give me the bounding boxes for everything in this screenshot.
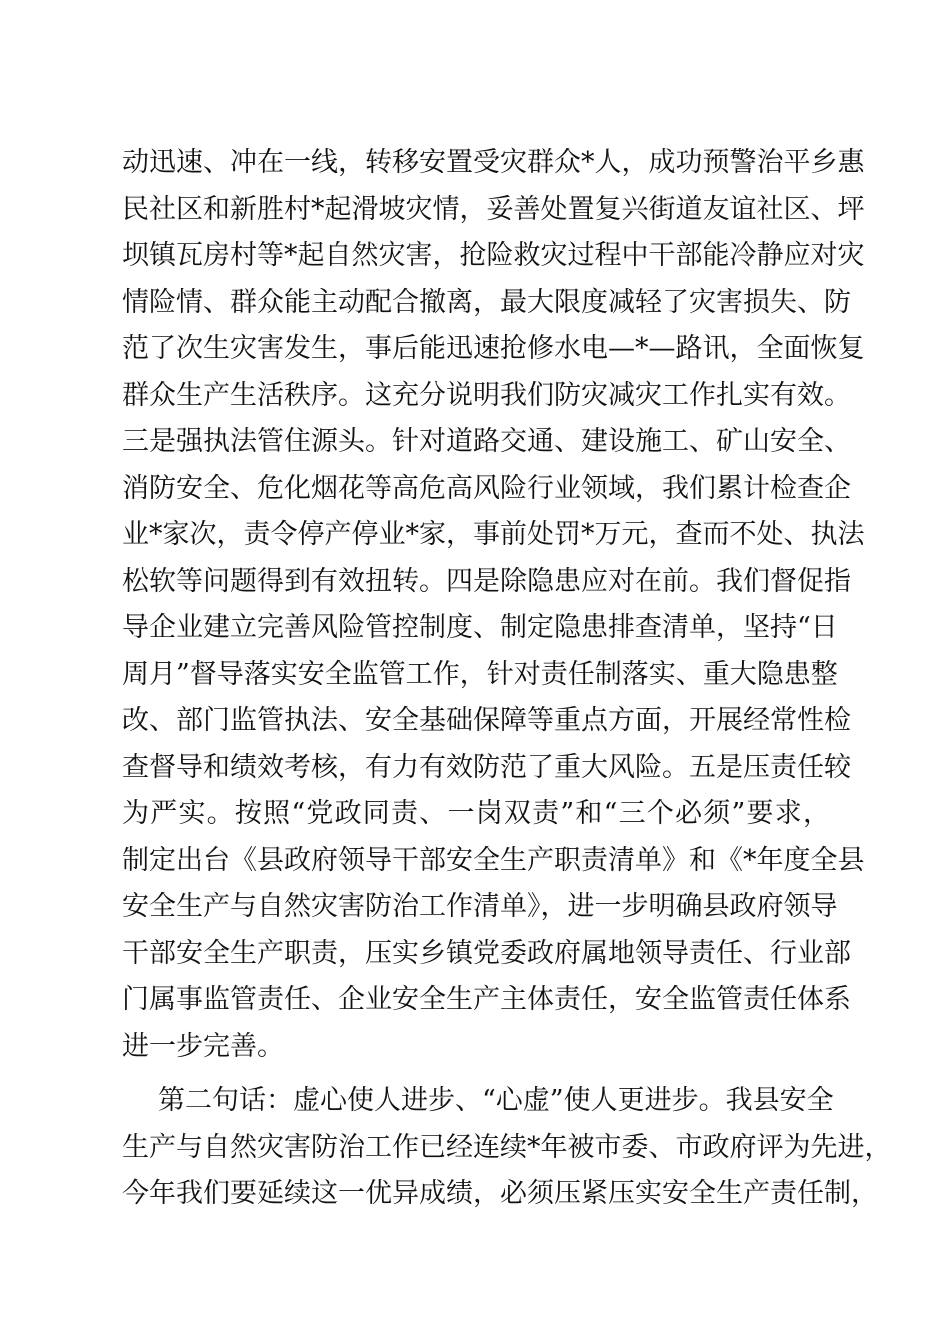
paragraph-1: [122, 140, 865, 1070]
text-line: 范了次生灾害发生，事后能迅速抢修水电—*—路讯，全面恢复: [122, 333, 865, 364]
text-line: 第二句话：虚心使人进步、“心虚”使人更进步。我县安全: [158, 1085, 834, 1116]
text-line: 今年我们要延续这一优异成绩，必须压紧压实安全生产责任制，: [122, 1178, 878, 1209]
text-line: 查督导和绩效考核，有力有效防范了重大风险。五是压责任较: [122, 751, 851, 783]
text-line: 周月”督导落实安全监管工作，针对责任制落实、重大隐患整: [122, 658, 838, 690]
text-line: 制定出台《县政府领导干部安全生产职责清单》和《*年度全县: [122, 844, 865, 876]
text-line: 业*家次，责令停产停业*家，事前处罚*万元，查而不处、执法: [122, 519, 865, 550]
text-line: 门属事监管责任、企业安全生产主体责任，安全监管责任体系: [122, 984, 851, 1015]
text-line: 三是强执法管住源头。针对道路交通、建设施工、矿山安全、: [122, 426, 851, 457]
paragraph-2: [122, 1078, 892, 1218]
text-line: 安全生产与自然灾害防治工作清单》，进一步明确县政府领导: [122, 891, 838, 922]
paragraph-spacing: [122, 1070, 830, 1078]
text-line: 干部安全生产职责，压实乡镇党委政府属地领导责任、行业部: [122, 937, 851, 969]
document-page: [122, 140, 892, 1218]
text-line: 群众生产生活秩序。这充分说明我们防灾减灾工作扎实有效。: [122, 379, 851, 411]
text-line: 消防安全、危化烟花等高危高风险行业领域，我们累计检查企: [122, 472, 851, 504]
text-line: 情险情、群众能主动配合撤离，最大限度减轻了灾害损失、防: [122, 286, 851, 318]
text-line: 导企业建立完善风险管控制度、制定隐患排查清单，坚持“日: [122, 612, 838, 643]
text-line: 坝镇瓦房村等*起自然灾害，抢险救灾过程中干部能冷静应对灾: [122, 240, 865, 271]
text-line: 为严实。按照“党政同责、一岗双责”和“三个必须”要求，: [122, 798, 830, 829]
text-line: 动迅速、冲在一线，转移安置受灾群众*人，成功预警治平乡惠: [122, 147, 865, 178]
text-line: 松软等问题得到有效扭转。四是除隐患应对在前。我们督促指: [122, 565, 851, 597]
text-line: 改、部门监管执法、安全基础保障等重点方面，开展经常性检: [122, 705, 851, 736]
text-line: 进一步完善。: [122, 1030, 284, 1062]
text-line: 民社区和新胜村*起滑坡灾情，妥善处置复兴街道友谊社区、坪: [122, 193, 865, 225]
text-line: 生产与自然灾害防治工作已经连续*年被市委、市政府评为先进，: [122, 1131, 892, 1163]
